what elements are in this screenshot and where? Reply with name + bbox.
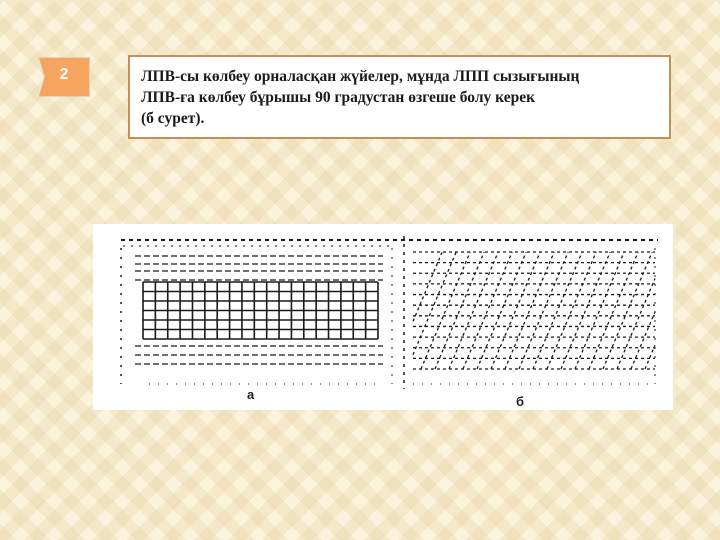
- figure-image: [93, 224, 673, 410]
- oblique-slant-line: [477, 252, 526, 369]
- slide-number: 2: [59, 66, 69, 83]
- text-line-2: ЛПВ-ға көлбеу бұрышы 90 градустан өзгеше болу керек: [141, 89, 536, 106]
- oblique-slant-line: [463, 252, 512, 369]
- oblique-slant-line: [561, 252, 610, 369]
- oblique-slant-line: [519, 252, 568, 369]
- oblique-slant-line: [421, 252, 470, 369]
- oblique-slant-line: [413, 252, 456, 355]
- oblique-slant-line: [547, 252, 596, 369]
- text-line-3: (б сурет).: [141, 110, 205, 127]
- oblique-slant-line: [533, 252, 582, 369]
- text-box: [128, 55, 671, 139]
- grid-diagram: [93, 224, 673, 410]
- oblique-slant-line: [589, 252, 638, 369]
- oblique-slant-line: [631, 312, 655, 369]
- oblique-slant-line: [435, 252, 484, 369]
- figure-label-b: б: [516, 394, 525, 409]
- oblique-slant-line: [645, 345, 655, 369]
- oblique-slant-line: [505, 252, 554, 369]
- oblique-slant-line: [575, 252, 624, 369]
- figure-label-a: а: [247, 387, 255, 402]
- slide-number-badge: [38, 57, 90, 97]
- oblique-slant-line: [603, 252, 652, 369]
- text-line-1: ЛПВ-сы көлбеу орналасқан жүйелер, мұнда ЛПП сызығының: [141, 68, 580, 85]
- oblique-slant-line: [491, 252, 540, 369]
- oblique-slant-line: [449, 252, 498, 369]
